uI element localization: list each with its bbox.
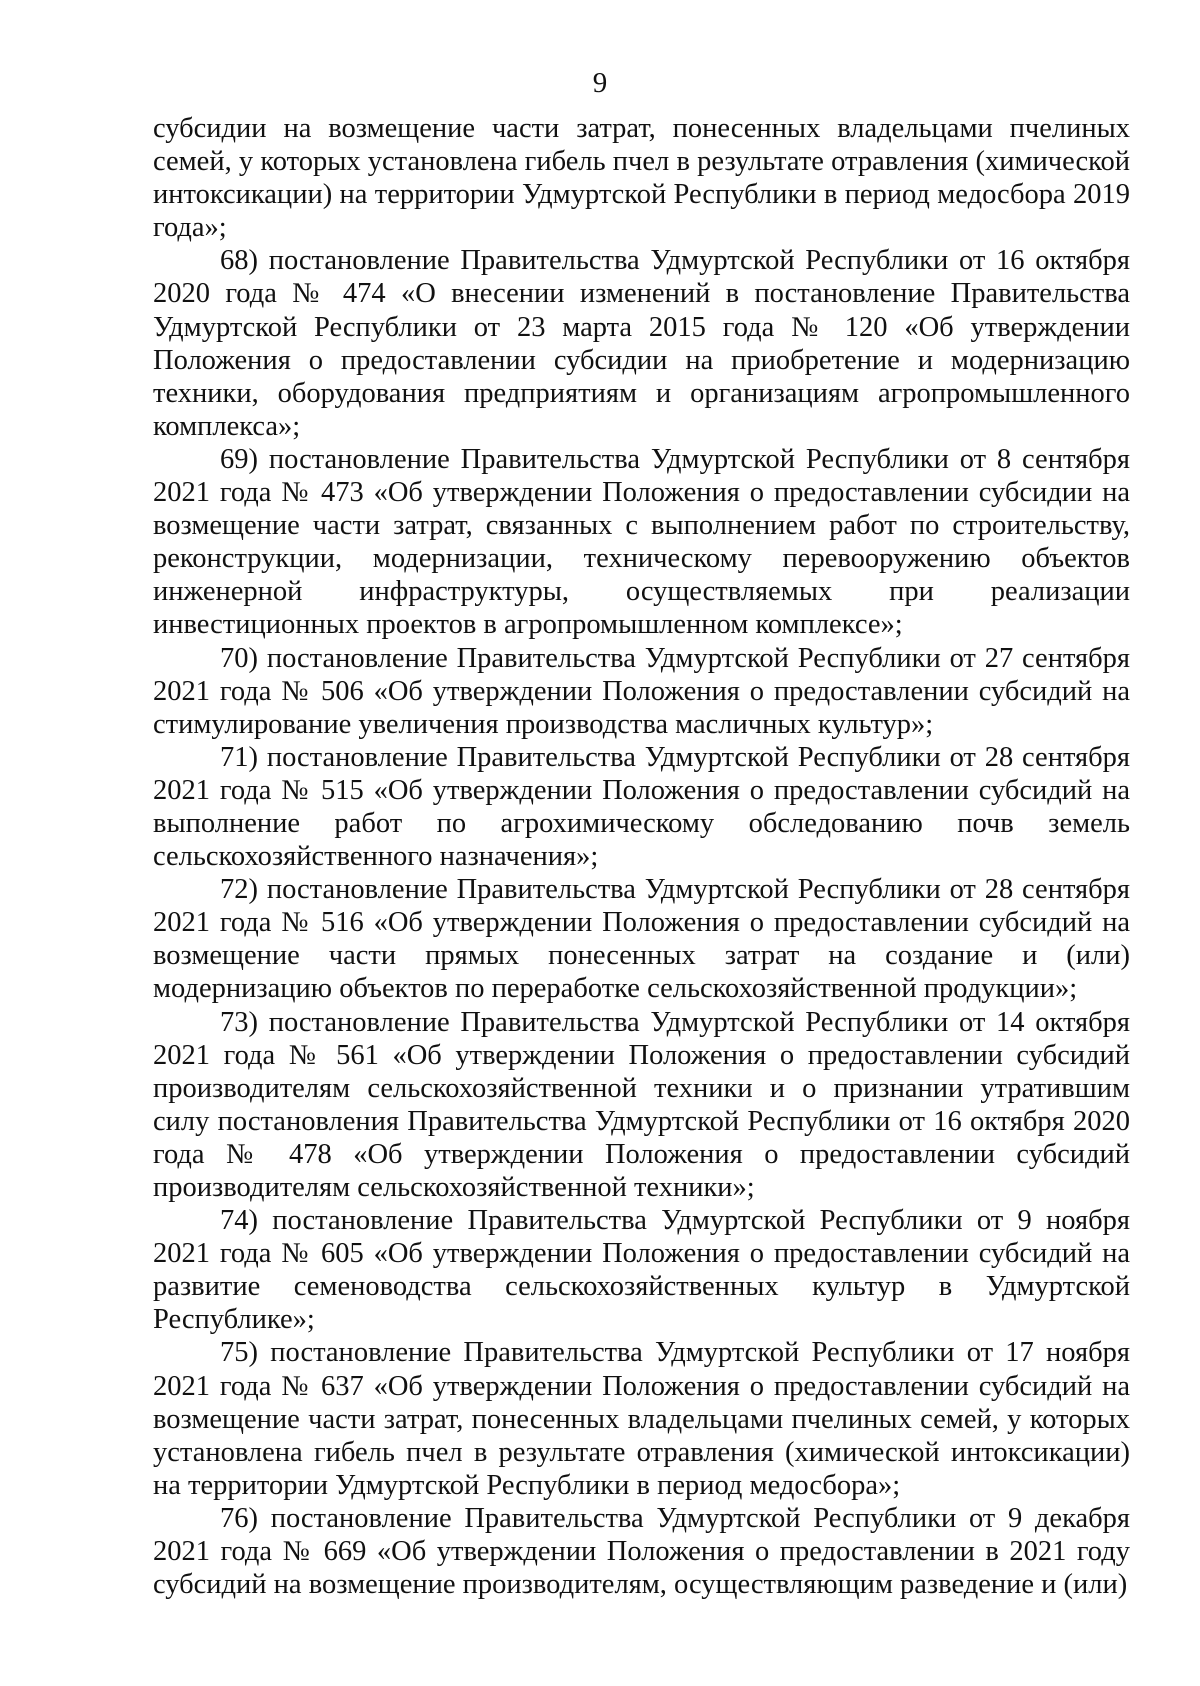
list-item-74: 74) постановление Правительства Удмуртской Республики от 9 ноября 2021 года № 605 «Об утверждении Положения о предоставлении субсидий на развитие семеноводства сельскохозяйственных культур в Удмуртской Республике»; <box>153 1205 1130 1336</box>
list-item-68: 68) постановление Правительства Удмуртской Республики от 16 октября 2020 года № 474 «О внесении изменений в постановление Правительства Удмуртской Республики от 23 марта 2015 года № 120 «Об утверждении Положения о предоставлении субсидии на приобретение и модернизацию техники, оборудования предприятиям и организациям агропромышленного комплекса»; <box>153 245 1130 442</box>
paragraph-continuation: субсидии на возмещение части затрат, понесенных владельцами пчелиных семей, у которых установлена гибель пчел в результате отравления (химической интоксикации) на территории Удмуртской Республики в период медосбора 2019 года»; <box>153 113 1130 244</box>
list-item-76: 76) постановление Правительства Удмуртской Республики от 9 декабря 2021 года № 669 «Об утверждении Положения о предоставлении в 2021 году субсидий на возмещение производителям, осуществляющим разведение и (или) <box>153 1502 1130 1601</box>
list-item-75: 75) постановление Правительства Удмуртской Республики от 17 ноября 2021 года № 637 «Об утверждении Положения о предоставлении субсидий на возмещение части затрат, понесенных владельцами пчелиных семей, у которых установлена гибель пчел в результате отравления (химической интоксикации) на территории Удмуртской Республики в период медосбора»; <box>153 1337 1130 1501</box>
document-body <box>153 112 1130 1601</box>
list-item-72: 72) постановление Правительства Удмуртской Республики от 28 сентября 2021 года № 516 «Об утверждении Положения о предоставлении субсидий на возмещение части прямых понесенных затрат на создание и (или) модернизацию объектов по переработке сельскохозяйственной продукции»; <box>153 874 1130 1005</box>
list-item-73: 73) постановление Правительства Удмуртской Республики от 14 октября 2021 года № 561 «Об утверждении Положения о предоставлении субсидий производителям сельскохозяйственной техники и о признании утратившим силу постановления Правительства Удмуртской Республики от 16 октября 2020 года № 478 «Об утверждении Положения о предоставлении субсидий производителям сельскохозяйственной техники»; <box>153 1006 1130 1203</box>
list-item-69: 69) постановление Правительства Удмуртской Республики от 8 сентября 2021 года № 473 «Об утверждении Положения о предоставлении субсидии на возмещение части затрат, связанных с выполнением работ по строительству, реконструкции, модернизации, техническому перевооружению объектов инженерной инфраструктуры, осуществляемых при реализации инвестиционных проектов в агропромышленном комплексе»; <box>153 443 1130 641</box>
list-item-71: 71) постановление Правительства Удмуртской Республики от 28 сентября 2021 года № 515 «Об утверждении Положения о предоставлении субсидий на выполнение работ по агрохимическому обследованию почв земель сельскохозяйственного назначения»; <box>153 741 1130 873</box>
page-number: 9 <box>592 67 608 99</box>
list-item-70: 70) постановление Правительства Удмуртской Республики от 27 сентября 2021 года № 506 «Об утверждении Положения о предоставлении субсидий на стимулирование увеличения производства масличных культур»; <box>153 642 1130 740</box>
